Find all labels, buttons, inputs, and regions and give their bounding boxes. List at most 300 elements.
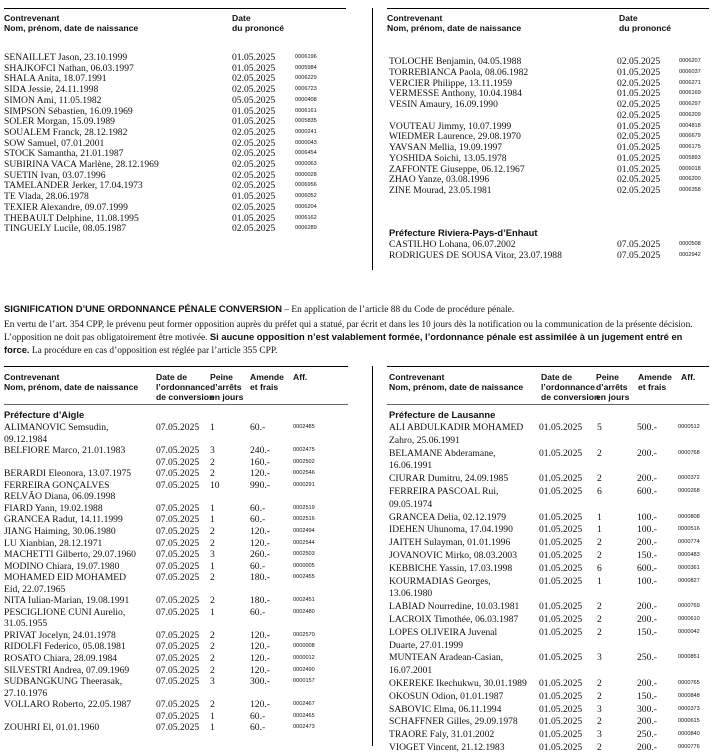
notice-text-bold: Si aucune opposition n’est valablement formée, l’ordonnance pénale est assimilée à un jugement entré en force.	[4, 331, 683, 355]
conversion-date: 01.05.2025	[539, 422, 583, 433]
table-row	[389, 640, 708, 651]
prefecture-aigle-heading: Préfecture d’Aigle	[4, 409, 85, 420]
detention-days: 2	[210, 537, 215, 549]
conversion-date: 01.05.2025	[539, 626, 583, 638]
table-row	[4, 422, 323, 433]
detention-days: 3	[210, 676, 215, 688]
detention-days: 1	[597, 575, 602, 587]
case-number: 0006162	[295, 214, 317, 221]
conversion-date: 07.05.2025	[156, 445, 200, 457]
case-number: 0000012	[293, 655, 315, 661]
top-left-header-name: Contrevenant Nom, prénom, date de naissance	[4, 13, 139, 33]
case-number: 0006207	[679, 58, 701, 64]
case-number: 0000028	[295, 171, 317, 178]
decision-date: 01.05.2025	[617, 120, 661, 132]
case-number: 0006196	[295, 54, 317, 60]
fine-amount: 120.-	[250, 525, 270, 537]
table-row	[389, 576, 708, 587]
detention-days: 2	[210, 468, 215, 480]
table-row	[4, 468, 323, 479]
table-row	[4, 514, 323, 525]
decision-date: 01.05.2025	[232, 52, 276, 63]
person-name: VESIN Amaury, 16.09.1990	[389, 99, 498, 110]
table-row	[389, 678, 708, 689]
case-number: 0006723	[295, 86, 317, 93]
case-number: 0000483	[678, 552, 700, 558]
offender-name: MOHAMED EID MOHAMED	[4, 572, 127, 584]
fine-amount: 200.-	[637, 447, 657, 459]
detention-days: 5	[597, 422, 602, 433]
person-name: SOW Samuel, 07.01.2001	[4, 137, 105, 149]
offender-name: SABOVIC Elma, 06.11.1994	[389, 703, 502, 715]
offender-name: VIOGET Vincent, 21.12.1983	[389, 742, 505, 753]
offender-name: BELAMANE Abderamane,	[389, 447, 496, 459]
case-number: 0000808	[678, 513, 700, 520]
table-row	[389, 448, 708, 459]
bottom-left-header-days: Peine d’arrêts en jours	[210, 372, 244, 402]
case-number: 0002480	[293, 608, 315, 615]
case-number: 0002546	[293, 470, 315, 477]
fine-amount: 120.-	[250, 468, 270, 480]
offender-name: 27.10.1976	[4, 687, 48, 699]
case-number: 0002455	[293, 574, 315, 581]
fine-amount: 100.-	[637, 511, 657, 523]
detention-days: 3	[210, 445, 215, 457]
decision-date: 02.05.2025	[617, 99, 661, 110]
decision-date: 02.05.2025	[232, 169, 276, 181]
offender-name: SCHAFFNER Gilles, 29.09.1978	[389, 716, 518, 728]
prefecture-lausanne-heading: Préfecture de Lausanne	[389, 409, 496, 420]
case-number: 0006204	[295, 203, 317, 210]
person-name: VOUTEAU Jimmy, 10.07.1999	[389, 120, 512, 132]
offender-name: JAITEH Sulayman, 01.01.1996	[389, 537, 511, 549]
case-number: 0000774	[678, 539, 700, 546]
case-number: 0000508	[679, 241, 701, 247]
conversion-date: 07.05.2025	[156, 422, 200, 433]
decision-date: 01.05.2025	[617, 142, 661, 153]
fine-amount: 100.-	[637, 524, 657, 536]
decision-date: 02.05.2025	[232, 180, 276, 192]
table-row	[4, 503, 323, 514]
case-number: 0000157	[293, 678, 315, 685]
bottom-left-header-date: Date de l’ordonnance de conversion	[156, 372, 215, 402]
prefecture-riviera-heading: Préfecture Riviera-Pays-d’Enhaut	[389, 227, 538, 238]
notice-text-end: La procédure en cas d’opposition est réglée par l’article 355 CPP.	[29, 346, 278, 356]
fine-amount: 990.-	[250, 479, 270, 491]
fine-amount: 120.-	[250, 641, 270, 653]
conversion-date: 01.05.2025	[539, 716, 583, 728]
case-number: 0006018	[679, 165, 701, 172]
case-number: 0000361	[678, 564, 700, 571]
decision-date: 02.05.2025	[617, 56, 661, 67]
offender-name: BELFIORE Marco, 21.01.1983	[4, 445, 126, 457]
detention-days: 1	[210, 560, 215, 572]
decision-date: 02.05.2025	[232, 201, 276, 213]
detention-days: 2	[597, 537, 602, 549]
detention-days: 1	[210, 422, 215, 433]
decision-date: 02.05.2025	[232, 73, 276, 85]
list-item	[4, 213, 325, 224]
conversion-date: 01.05.2025	[539, 703, 583, 715]
conversion-date: 01.05.2025	[539, 486, 583, 497]
conversion-date: 07.05.2025	[156, 664, 200, 676]
offender-name: VOLLARO Roberto, 22.05.1987	[4, 699, 132, 711]
offender-name: PRIVAT Jocelyn, 24.01.1978	[4, 629, 116, 641]
offender-name: LABIAD Nourredine, 10.03.1981	[389, 601, 520, 613]
conversion-date: 07.05.2025	[156, 676, 200, 688]
case-number: 0002467	[293, 701, 315, 708]
case-number: 0000408	[295, 96, 317, 103]
decision-date: 02.05.2025	[617, 131, 661, 143]
decision-date: 01.05.2025	[232, 105, 276, 117]
person-name: SENAILLET Jason, 23.10.1999	[4, 52, 128, 63]
table-row	[389, 601, 708, 612]
offender-name: 31.05.1955	[4, 618, 48, 630]
decision-date: 02.05.2025	[617, 174, 661, 186]
detention-days: 6	[597, 486, 602, 497]
decision-date: 01.05.2025	[617, 66, 661, 78]
bottom-right-rule	[387, 366, 709, 367]
list-item	[389, 142, 709, 153]
fine-amount: 300.-	[637, 703, 657, 715]
list-item	[4, 52, 325, 63]
offender-name: ALI ABDULKADIR MOHAMED	[389, 422, 524, 433]
offender-name: 09.12.1984	[4, 433, 48, 445]
detention-days: 2	[597, 550, 602, 561]
detention-days: 1	[210, 722, 215, 734]
table-row	[389, 499, 708, 510]
table-row	[4, 457, 323, 468]
table-row	[389, 486, 708, 497]
conversion-date: 01.05.2025	[539, 729, 583, 741]
case-number: 0000043	[295, 139, 317, 146]
person-name: STOCK Samantha, 21.01.1987	[4, 148, 124, 160]
offender-name: OKEREKE Ikechukwu, 30.01.1989	[389, 678, 527, 689]
case-number: 0006175	[679, 144, 701, 150]
conversion-date: 01.05.2025	[539, 614, 583, 625]
table-row	[389, 742, 708, 753]
list-item	[389, 99, 709, 110]
detention-days: 2	[210, 595, 215, 607]
case-number: 0006956	[295, 182, 317, 189]
conversion-date: 07.05.2025	[156, 537, 200, 549]
offender-name: MUNTEAN Aradean-Casian,	[389, 652, 504, 664]
conversion-date: 07.05.2025	[156, 629, 200, 641]
case-number: 0000268	[678, 488, 700, 494]
table-row	[4, 538, 323, 549]
detention-days: 2	[597, 626, 602, 638]
list-item	[389, 185, 709, 196]
conversion-date: 07.05.2025	[156, 456, 200, 468]
top-right-rule	[387, 8, 709, 9]
list-item	[389, 121, 709, 132]
conversion-date: 07.05.2025	[156, 722, 200, 734]
decision-date: 01.05.2025	[232, 116, 276, 128]
case-number: 0006679	[679, 133, 701, 140]
fine-amount: 150.-	[637, 690, 657, 702]
decision-date: 07.05.2025	[617, 249, 661, 261]
table-row	[389, 704, 708, 715]
case-number: 0005893	[679, 154, 701, 161]
offender-name: 16.06.1991	[389, 460, 433, 472]
bottom-left-header-name: Contrevenant Nom, prénom, date de naissance	[4, 372, 139, 392]
person-name: TAMELANDER Jerker, 17.04.1973	[4, 180, 143, 192]
bottom-left-header-underline	[4, 404, 348, 405]
offender-name: PESCIGLIONE CUNI Aurelio,	[4, 606, 126, 618]
conversion-date: 07.05.2025	[156, 653, 200, 664]
top-right-header-date: Date du prononcé	[619, 13, 672, 33]
decision-date: 02.05.2025	[617, 77, 661, 89]
case-number: 0002519	[293, 504, 315, 511]
case-number: 0000776	[678, 744, 700, 750]
detention-days: 2	[210, 525, 215, 537]
fine-amount: 200.-	[637, 614, 657, 625]
offender-name: SILVESTRI Andrea, 07.09.1969	[4, 664, 130, 676]
decision-date: 02.05.2025	[232, 159, 276, 170]
detention-days: 6	[597, 562, 602, 574]
table-row	[4, 445, 323, 456]
case-number: 0006169	[679, 90, 701, 97]
offender-name: OKOSUN Odion, 01.01.1987	[389, 690, 504, 702]
detention-days: 3	[210, 549, 215, 561]
fine-amount: 180.-	[250, 572, 270, 584]
fine-amount: 60.-	[250, 514, 266, 526]
offender-name: MACHETTI Gilberto, 29.07.1960	[4, 549, 136, 561]
offender-name: 13.06.1980	[389, 588, 433, 600]
fine-amount: 200.-	[637, 601, 657, 613]
bottom-left-header-amount: Amende et frais	[250, 372, 284, 392]
fine-amount: 600.-	[637, 486, 657, 497]
person-name: SIMPSON Sébastien, 16.09.1969	[4, 105, 133, 117]
fine-amount: 180.-	[250, 595, 270, 607]
table-row	[389, 588, 708, 599]
fine-amount: 60.-	[250, 422, 266, 433]
case-number: 0000768	[678, 449, 700, 456]
fine-amount: 60.-	[250, 606, 266, 618]
conversion-date: 01.05.2025	[539, 524, 583, 536]
fine-amount: 60.-	[250, 722, 266, 734]
table-row	[389, 729, 708, 740]
fine-amount: 260.-	[250, 549, 270, 561]
offender-name: KEBBICHE Yassin, 17.03.1998	[389, 562, 513, 574]
detention-days: 1	[210, 710, 215, 722]
person-name: YOSHIDA Soichi, 13.05.1978	[389, 152, 507, 164]
case-number: 0000291	[293, 481, 315, 488]
fine-amount: 250.-	[637, 729, 657, 741]
detention-days: 2	[597, 690, 602, 702]
case-number: 0000008	[293, 643, 315, 650]
case-number: 0000372	[678, 475, 700, 482]
offender-name: ZOUHRI El, 01.01.1960	[4, 722, 100, 734]
fine-amount: 150.-	[637, 550, 657, 561]
decision-date: 02.05.2025	[232, 126, 276, 138]
table-row	[4, 688, 323, 699]
table-row	[4, 665, 323, 676]
decision-date: 01.05.2025	[617, 163, 661, 175]
fine-amount: 200.-	[637, 742, 657, 753]
detention-days: 1	[210, 514, 215, 526]
decision-date: 01.05.2025	[232, 62, 276, 74]
table-row	[4, 653, 323, 664]
list-item	[4, 138, 325, 149]
notice-text: En vertu de l’art. 354 CPP, le prévenu peut former opposition auprès du préfet qui a statué, par écrit et dans les 10 jours dès la notification ou la communication de la présente décision. L’opposition ne doit pas obligatoirement être motivée.	[4, 320, 693, 343]
detention-days: 2	[210, 629, 215, 641]
notice-title-bold: SIGNIFICATION D’UNE ORDONNANCE PÉNALE CONVERSION	[4, 303, 282, 314]
person-name: SIMON Ami, 11.05.1982	[4, 94, 102, 106]
conversion-date: 07.05.2025	[156, 549, 200, 561]
offender-name: 16.07.2001	[389, 665, 433, 677]
list-item	[4, 223, 325, 234]
table-row	[389, 435, 708, 446]
case-number: 0000848	[678, 692, 700, 699]
table-row	[4, 722, 323, 733]
case-number: 0006229	[295, 75, 317, 82]
table-row	[4, 641, 323, 652]
list-item	[4, 180, 325, 191]
case-number: 0006454	[295, 150, 317, 157]
case-number: 0002544	[293, 539, 315, 546]
fine-amount: 240.-	[250, 445, 270, 457]
bottom-right-header-aff: Aff.	[681, 372, 696, 382]
table-row	[389, 716, 708, 727]
table-row	[4, 491, 323, 502]
detention-days: 2	[597, 601, 602, 613]
detention-days: 2	[210, 664, 215, 676]
offender-name: JIANG Haiming, 30.06.1980	[4, 525, 116, 537]
table-row	[389, 652, 708, 663]
case-number: 0006037	[679, 68, 701, 75]
conversion-date: 01.05.2025	[539, 690, 583, 702]
fine-amount: 120.-	[250, 699, 270, 711]
offender-name: Eid, 22.07.1965	[4, 583, 66, 595]
person-name: WIEDMER Laurence, 29.08.1970	[389, 131, 521, 143]
table-row	[389, 614, 708, 625]
detention-days: 1	[597, 511, 602, 523]
case-number: 0002451	[293, 597, 315, 604]
list-item	[389, 110, 709, 121]
case-number: 0002516	[293, 516, 315, 523]
list-item	[4, 106, 325, 117]
bottom-right-header-days: Peine d’arrêts en jours	[596, 372, 630, 402]
case-number: 0002503	[293, 551, 315, 558]
table-row	[389, 524, 708, 535]
fine-amount: 200.-	[637, 716, 657, 728]
table-row	[389, 691, 708, 702]
offender-name: RELVÃO Diana, 06.09.1998	[4, 491, 116, 503]
conversion-date: 07.05.2025	[156, 710, 200, 722]
top-right-header-name: Contrevenant Nom, prénom, date de naissance	[387, 13, 522, 33]
offender-name: KOURMADIAS Georges,	[389, 575, 491, 587]
list-item	[4, 116, 325, 127]
offender-name: FIARD Yann, 19.02.1988	[4, 502, 103, 514]
table-row	[4, 434, 323, 445]
top-left-rule	[4, 8, 346, 9]
case-number: 0002502	[293, 458, 315, 465]
case-number: 0004818	[679, 122, 701, 129]
person-name: TINGUELY Lucile, 08.05.1987	[4, 223, 127, 235]
conversion-date: 07.05.2025	[156, 572, 200, 584]
case-number: 0000516	[678, 526, 700, 533]
case-number: 0006052	[295, 193, 317, 200]
person-name: SOLER Morgan, 15.09.1989	[4, 116, 115, 128]
case-number: 0000373	[678, 705, 700, 712]
bottom-right-header-date: Date de l’ordonnance de conversion	[541, 372, 600, 402]
fine-amount: 500.-	[637, 422, 657, 433]
offender-name: RIDOLFI Federico, 05.08.1981	[4, 641, 126, 653]
case-number: 0006289	[295, 225, 317, 232]
list-item	[4, 84, 325, 95]
person-name: TE Vlada, 28.06.1978	[4, 191, 89, 203]
conversion-date: 07.05.2025	[156, 595, 200, 607]
conversion-date: 01.05.2025	[539, 678, 583, 689]
person-name: CASTILHO Lohana, 06.07.2002	[389, 239, 516, 250]
case-number: 0000042	[678, 628, 700, 635]
conversion-date: 07.05.2025	[156, 641, 200, 653]
table-row	[4, 630, 323, 641]
case-number: 0000610	[678, 616, 700, 622]
fine-amount: 200.-	[637, 537, 657, 549]
offender-name: LACROIX Timothée, 06.03.1987	[389, 614, 519, 625]
offender-name: SUDBANGKUNG Theerasak,	[4, 676, 123, 688]
case-number: 0000005	[293, 562, 315, 569]
conversion-date: 01.05.2025	[539, 550, 583, 561]
case-number: 0006297	[679, 101, 701, 107]
person-name: VERCIER Philippe, 13.11.1959	[389, 77, 513, 89]
notice-title-rest: – En application de l’article 88 du Code de procédure pénale.	[281, 305, 515, 315]
conversion-date: 01.05.2025	[539, 742, 583, 753]
conversion-date: 01.05.2025	[539, 601, 583, 613]
offender-name: GRANCEA Radut, 14.11.1999	[4, 514, 123, 526]
list-item	[4, 191, 325, 202]
case-number: 0002490	[293, 666, 315, 673]
case-number: 0006271	[679, 79, 701, 86]
detention-days: 1	[597, 524, 602, 536]
table-row	[4, 607, 323, 618]
conversion-date: 01.05.2025	[539, 473, 583, 485]
case-number: 0000615	[678, 718, 700, 725]
case-number: 0002475	[293, 447, 315, 454]
person-name: VERMESSE Anthony, 10.04.1984	[389, 88, 522, 100]
fine-amount: 60.-	[250, 502, 266, 514]
bottom-left-header-aff: Aff.	[293, 372, 308, 382]
list-item	[4, 159, 325, 170]
offender-name: JOVANOVIC Mirko, 08.03.2003	[389, 550, 518, 561]
bottom-right-header-name: Contrevenant Nom, prénom, date de naissance	[389, 372, 524, 392]
conversion-date: 01.05.2025	[539, 562, 583, 574]
offender-name: ALIMANOVIC Semsudin,	[4, 422, 109, 433]
table-row	[389, 422, 708, 433]
conversion-date: 07.05.2025	[156, 514, 200, 526]
offender-name: FERREIRA PASCOAL Rui,	[389, 486, 499, 497]
conversion-date: 07.05.2025	[156, 606, 200, 618]
fine-amount: 100.-	[637, 575, 657, 587]
decision-date: 01.05.2025	[232, 212, 276, 224]
offender-name: FERREIRA GONÇALVES	[4, 479, 110, 491]
case-number: 0006358	[679, 187, 701, 193]
table-row	[4, 549, 323, 560]
conversion-date: 07.05.2025	[156, 560, 200, 572]
list-item	[389, 56, 709, 67]
person-name: TEXIER Alexandre, 09.07.1999	[4, 201, 128, 213]
detention-days: 2	[210, 456, 215, 468]
case-number: 0005835	[295, 118, 317, 125]
offender-name: MODINO Chiara, 19.07.1980	[4, 560, 120, 572]
top-left-header-date: Date du prononcé	[232, 13, 285, 33]
table-row	[4, 572, 323, 583]
case-number: 0002465	[293, 712, 315, 719]
detention-days: 2	[597, 716, 602, 728]
case-number: 0000769	[678, 603, 700, 610]
